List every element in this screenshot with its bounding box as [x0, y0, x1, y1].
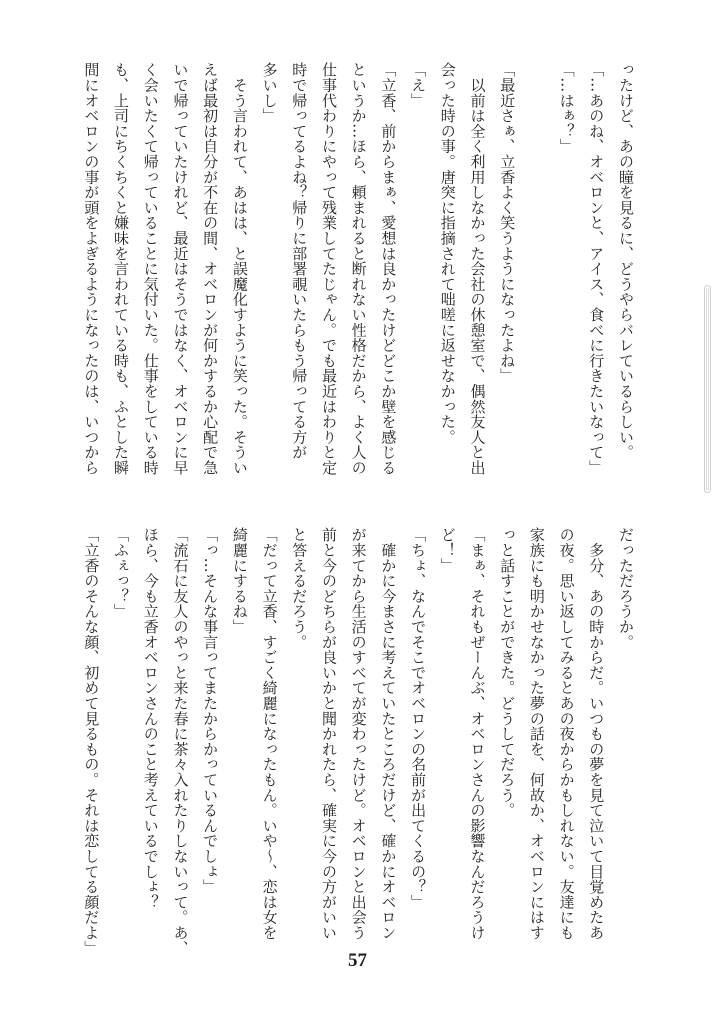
text-column: 「え」 [409, 62, 428, 108]
text-column: 「だって立香、すごく綺麗になったもん。いや〜、恋は女を [260, 527, 279, 941]
text-column: 「流石に友人のやっと来た春に茶々入れたりしないって。あ、 [171, 527, 190, 956]
text-column: ほら、今も立香オベロンさんのこと考えているでしょ？ [141, 527, 160, 910]
text-column: 「…はぁ？」 [557, 62, 576, 154]
scrollbar-thumb[interactable] [706, 288, 709, 490]
text-column: が来てから生活のすべてが変わったけど。オベロンと出会う [349, 527, 368, 941]
text-column: 多いし」 [260, 62, 279, 124]
text-column: 「最近さぁ、立香よく笑うようになったよね」 [498, 62, 517, 384]
text-column: と答えるだろう。 [290, 527, 309, 650]
text-column: 確かに今まさに考えていたところだけど、確かにオベロン [379, 527, 398, 941]
text-column: っと話すことができた。どうしてだろう。 [498, 527, 517, 818]
text-column: というか…ほら、頼まれると断れない性格だから、よく人の [349, 62, 368, 476]
text-column: 「ふぇっ？」 [112, 527, 131, 619]
text-column: ったけど、あの瞳を見るに、どうやらバレているらしい。 [617, 62, 635, 460]
text-column: 間にオベロンの事が頭をよぎるようになったのは、いつから [82, 62, 101, 476]
text-column: 「っ…そんな事言ってまたからかっているんでしょ」 [201, 527, 220, 895]
text-column: 綺麗にするね」 [230, 527, 249, 635]
text-column [521, 62, 551, 482]
text-column: く会いたくて帰っていることに気付いた。仕事をしている時 [141, 62, 160, 476]
upper-text-block [76, 62, 640, 482]
text-column: 会った時の事。唐突に指摘されて咄嗟に返せなかった。 [438, 62, 457, 445]
text-column: 以前は全く利用しなかった会社の休憩室で、偶然友人と出 [468, 62, 487, 476]
text-column: そう言われて、あはは、と誤魔化すように笑った。そうい [230, 62, 249, 476]
text-column: ど！」 [438, 527, 457, 573]
text-column: 「…あのね、オベロンと、アイス、食べに行きたいなって」 [587, 62, 606, 476]
text-column: 前と今のどちらが良いかと聞かれたら、確実に今の方がいい [319, 527, 338, 941]
text-column: 「立香、前からまぁ、愛想は良かったけどどこか壁を感じる [379, 62, 398, 476]
text-column: 時で帰ってるよね？帰りに部署覗いたらもう帰ってる方が [290, 62, 309, 460]
text-column: 「まぁ、それもぜーんぶ、オベロンさんの影響なんだろうけ [468, 527, 487, 941]
text-column: も、上司にちくちくと嫌味を言われている時も、ふとした瞬 [112, 62, 131, 476]
text-column: 仕事代わりにやって残業してたじゃん。でも最近はわりと定 [319, 62, 338, 476]
text-column: の夜。思い返してみるとあの夜からかもしれない。友達にも [557, 527, 576, 941]
lower-text-block [76, 527, 640, 956]
text-column: 「立香のそんな顔、初めて見るもの。それは恋してる顔だよ」 [82, 527, 101, 956]
text-column: 「ちょ、なんでそこでオベロンの名前が出てくるの？」 [409, 527, 428, 910]
text-column: えば最初は自分が不在の間、オベロンが何かするか心配で急 [201, 62, 220, 476]
page-number: 57 [348, 950, 367, 971]
text-column: いで帰っていたけれど、最近はそうではなく、オベロンに早 [171, 62, 190, 476]
text-column: 家族にも明かせなかった夢の話を、何故か、オベロンにはす [527, 527, 546, 941]
vertical-scrollbar[interactable] [704, 285, 711, 493]
text-column: 多分、あの時からだ。いつもの夢を見て泣いて目覚めたあ [587, 527, 606, 941]
text-column: だっただろうか。 [617, 527, 635, 650]
